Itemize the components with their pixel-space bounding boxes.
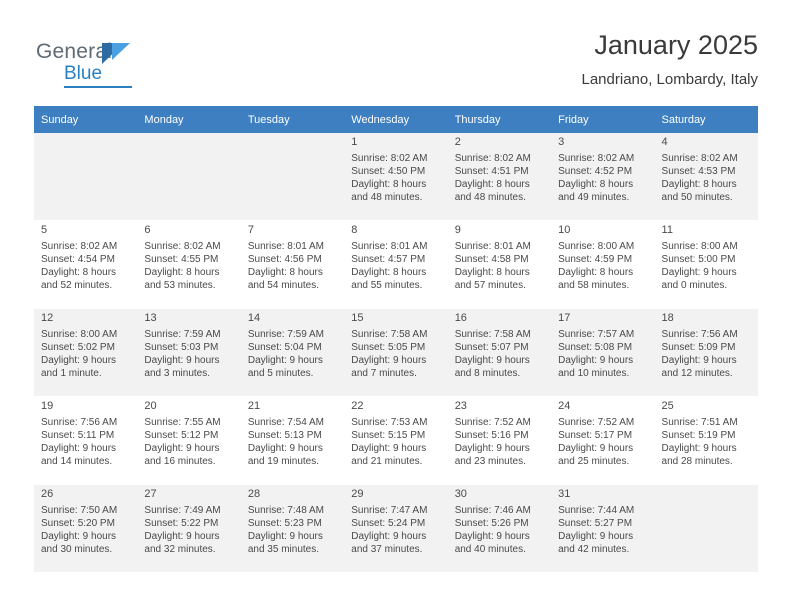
calendar-day-cell[interactable] (448, 309, 551, 397)
sunset-text: Sunset: 5:16 PM (454, 430, 529, 441)
calendar-header-row (34, 106, 758, 133)
daylight-text: Daylight: 9 hours (41, 531, 117, 542)
daylight-text: and 50 minutes. (661, 192, 733, 203)
calendar-body (34, 133, 758, 573)
calendar-day-cell[interactable] (551, 485, 654, 573)
sunset-text: Sunset: 5:12 PM (144, 430, 219, 441)
calendar-day-cell[interactable] (655, 309, 758, 397)
logo-underline (64, 86, 132, 88)
sunrise-text: Sunrise: 7:56 AM (41, 417, 118, 428)
day-number: 8 (351, 224, 358, 236)
calendar-empty-cell (34, 133, 137, 221)
daylight-text: Daylight: 9 hours (247, 443, 323, 454)
sunrise-text: Sunrise: 7:52 AM (454, 417, 531, 428)
sunset-text: Sunset: 5:15 PM (351, 430, 426, 441)
calendar-day-cell[interactable] (137, 485, 240, 573)
daylight-text: Daylight: 9 hours (144, 355, 220, 366)
weekday-header-friday: Friday (551, 106, 654, 133)
weekday-header-tuesday: Tuesday (241, 106, 344, 133)
calendar-day-cell[interactable] (655, 133, 758, 221)
sunset-text: Sunset: 5:08 PM (558, 342, 633, 353)
day-number: 10 (558, 224, 571, 236)
logo-text-general: General (36, 40, 113, 63)
sunset-text: Sunset: 5:17 PM (558, 430, 633, 441)
logo-text-blue: Blue (64, 63, 103, 84)
daylight-text: and 42 minutes. (558, 544, 630, 555)
sunrise-text: Sunrise: 8:01 AM (351, 241, 428, 252)
day-number: 29 (351, 488, 364, 500)
day-number: 26 (41, 488, 54, 500)
sunrise-text: Sunrise: 7:58 AM (454, 329, 531, 340)
daylight-text: Daylight: 9 hours (661, 267, 737, 278)
sunrise-text: Sunrise: 7:57 AM (558, 329, 635, 340)
sunset-text: Sunset: 4:56 PM (247, 254, 322, 265)
sunrise-text: Sunrise: 7:46 AM (454, 505, 531, 516)
daylight-text: and 52 minutes. (41, 280, 113, 291)
daylight-text: Daylight: 8 hours (558, 267, 634, 278)
day-number: 17 (558, 312, 571, 324)
calendar-day-cell[interactable] (241, 221, 344, 309)
daylight-text: and 8 minutes. (454, 368, 521, 379)
daylight-text: Daylight: 9 hours (351, 443, 427, 454)
sunset-text: Sunset: 4:57 PM (351, 254, 426, 265)
sunrise-text: Sunrise: 8:00 AM (558, 241, 635, 252)
daylight-text: Daylight: 8 hours (247, 267, 323, 278)
daylight-text: Daylight: 8 hours (661, 179, 737, 190)
daylight-text: and 54 minutes. (247, 280, 320, 291)
sunrise-text: Sunrise: 7:51 AM (661, 417, 738, 428)
daylight-text: Daylight: 8 hours (351, 179, 427, 190)
daylight-text: Daylight: 9 hours (558, 443, 634, 454)
sunset-text: Sunset: 4:51 PM (454, 166, 529, 177)
sunrise-text: Sunrise: 7:59 AM (247, 329, 324, 340)
sunset-text: Sunset: 5:04 PM (247, 342, 322, 353)
sunrise-text: Sunrise: 7:44 AM (558, 505, 635, 516)
sunset-text: Sunset: 5:05 PM (351, 342, 426, 353)
daylight-text: and 48 minutes. (351, 192, 423, 203)
daylight-text: and 10 minutes. (558, 368, 630, 379)
day-number: 20 (144, 400, 157, 412)
daylight-text: Daylight: 9 hours (41, 443, 117, 454)
day-number: 27 (144, 488, 157, 500)
daylight-text: and 1 minute. (41, 368, 102, 379)
title-block (582, 28, 759, 91)
daylight-text: and 3 minutes. (144, 368, 211, 379)
day-number: 4 (661, 136, 668, 148)
calendar-week-row (34, 397, 758, 485)
calendar-day-cell[interactable] (241, 485, 344, 573)
flag-icon (102, 43, 132, 65)
sunrise-text: Sunrise: 8:01 AM (247, 241, 324, 252)
sunrise-text: Sunrise: 7:54 AM (247, 417, 324, 428)
day-number: 24 (558, 400, 571, 412)
sunset-text: Sunset: 4:52 PM (558, 166, 633, 177)
sunrise-text: Sunrise: 8:02 AM (351, 153, 428, 164)
daylight-text: Daylight: 9 hours (41, 355, 117, 366)
sunset-text: Sunset: 5:20 PM (41, 518, 115, 529)
calendar-empty-cell (241, 133, 344, 221)
sunset-text: Sunset: 5:02 PM (41, 342, 115, 353)
day-number: 2 (454, 136, 461, 148)
sunrise-text: Sunrise: 8:02 AM (41, 241, 118, 252)
day-number: 31 (558, 488, 571, 500)
sunrise-text: Sunrise: 7:47 AM (351, 505, 428, 516)
sunset-text: Sunset: 5:19 PM (661, 430, 736, 441)
daylight-text: Daylight: 9 hours (558, 531, 634, 542)
calendar-day-cell[interactable] (241, 309, 344, 397)
weekday-header-wednesday: Wednesday (344, 106, 447, 133)
calendar-empty-cell (137, 133, 240, 221)
sunrise-text: Sunrise: 7:58 AM (351, 329, 428, 340)
generalblue-logo[interactable] (36, 40, 206, 96)
sunset-text: Sunset: 5:22 PM (144, 518, 219, 529)
daylight-text: Daylight: 9 hours (247, 531, 323, 542)
calendar-day-cell[interactable] (344, 309, 447, 397)
sunrise-text: Sunrise: 7:52 AM (558, 417, 635, 428)
calendar-day-cell[interactable] (551, 397, 654, 485)
calendar-table (34, 106, 758, 573)
page-title: January 2025 (594, 30, 758, 60)
day-number: 1 (351, 136, 358, 148)
calendar-day-cell[interactable] (137, 309, 240, 397)
location-subtitle: Landriano, Lombardy, Italy (581, 71, 758, 88)
calendar-day-cell[interactable] (551, 309, 654, 397)
calendar-week-row (34, 133, 758, 221)
sunrise-text: Sunrise: 7:53 AM (351, 417, 428, 428)
day-number: 21 (247, 400, 261, 412)
day-number: 23 (454, 400, 467, 412)
daylight-text: Daylight: 9 hours (661, 443, 737, 454)
daylight-text: Daylight: 9 hours (144, 443, 220, 454)
daylight-text: and 30 minutes. (41, 544, 113, 555)
calendar-day-cell[interactable] (34, 221, 137, 309)
daylight-text: and 7 minutes. (351, 368, 417, 379)
day-number: 25 (661, 400, 674, 412)
calendar-day-cell[interactable] (448, 485, 551, 573)
daylight-text: Daylight: 8 hours (144, 267, 220, 278)
sunrise-text: Sunrise: 7:59 AM (144, 329, 221, 340)
calendar-day-cell[interactable] (137, 397, 240, 485)
sunrise-text: Sunrise: 8:00 AM (661, 241, 738, 252)
sunset-text: Sunset: 5:03 PM (144, 342, 219, 353)
day-number: 12 (41, 312, 54, 324)
sunset-text: Sunset: 4:55 PM (144, 254, 219, 265)
sunset-text: Sunset: 5:13 PM (247, 430, 322, 441)
sunrise-text: Sunrise: 7:55 AM (144, 417, 221, 428)
daylight-text: and 23 minutes. (454, 456, 526, 467)
day-number: 30 (454, 488, 467, 500)
daylight-text: and 19 minutes. (247, 456, 320, 467)
daylight-text: and 35 minutes. (247, 544, 320, 555)
calendar-empty-cell (655, 485, 758, 573)
daylight-text: and 57 minutes. (454, 280, 526, 291)
sunrise-text: Sunrise: 7:48 AM (247, 505, 324, 516)
daylight-text: and 37 minutes. (351, 544, 423, 555)
day-number: 15 (351, 312, 364, 324)
weekday-header-sunday: Sunday (34, 106, 137, 133)
sunrise-text: Sunrise: 8:02 AM (144, 241, 221, 252)
daylight-text: and 28 minutes. (661, 456, 733, 467)
sunrise-text: Sunrise: 8:02 AM (661, 153, 738, 164)
sunset-text: Sunset: 5:07 PM (454, 342, 529, 353)
day-number: 19 (41, 400, 54, 412)
page-header (34, 28, 758, 100)
sunset-text: Sunset: 4:53 PM (661, 166, 736, 177)
daylight-text: and 14 minutes. (41, 456, 113, 467)
daylight-text: Daylight: 9 hours (454, 531, 530, 542)
daylight-text: Daylight: 8 hours (454, 179, 530, 190)
sunset-text: Sunset: 5:23 PM (247, 518, 322, 529)
sunrise-text: Sunrise: 8:01 AM (454, 241, 531, 252)
daylight-text: and 55 minutes. (351, 280, 423, 291)
calendar-day-cell[interactable] (34, 309, 137, 397)
calendar-day-cell[interactable] (655, 221, 758, 309)
calendar-day-cell[interactable] (551, 133, 654, 221)
day-number: 18 (661, 312, 674, 324)
sunrise-text: Sunrise: 8:00 AM (41, 329, 118, 340)
daylight-text: Daylight: 8 hours (41, 267, 117, 278)
daylight-text: and 12 minutes. (661, 368, 733, 379)
day-number: 28 (247, 488, 261, 500)
calendar-day-cell[interactable] (448, 397, 551, 485)
day-number: 3 (558, 136, 565, 148)
day-number: 9 (454, 224, 461, 236)
daylight-text: Daylight: 9 hours (661, 355, 737, 366)
daylight-text: and 58 minutes. (558, 280, 630, 291)
sunset-text: Sunset: 5:00 PM (661, 254, 736, 265)
daylight-text: Daylight: 9 hours (454, 443, 530, 454)
calendar-day-cell[interactable] (344, 221, 447, 309)
sunset-text: Sunset: 5:24 PM (351, 518, 426, 529)
sunrise-text: Sunrise: 8:02 AM (558, 153, 635, 164)
day-number: 6 (144, 224, 151, 236)
day-number: 16 (454, 312, 467, 324)
daylight-text: and 21 minutes. (351, 456, 423, 467)
sunset-text: Sunset: 5:27 PM (558, 518, 633, 529)
day-number: 13 (144, 312, 157, 324)
sunset-text: Sunset: 4:50 PM (351, 166, 426, 177)
daylight-text: and 53 minutes. (144, 280, 216, 291)
sunset-text: Sunset: 5:11 PM (41, 430, 115, 441)
daylight-text: Daylight: 8 hours (454, 267, 530, 278)
calendar-day-cell[interactable] (655, 397, 758, 485)
daylight-text: and 5 minutes. (247, 368, 314, 379)
day-number: 22 (351, 400, 364, 412)
weekday-header-monday: Monday (137, 106, 240, 133)
day-number: 5 (41, 224, 48, 236)
day-number: 7 (247, 224, 254, 236)
calendar-day-cell[interactable] (344, 133, 447, 221)
sunset-text: Sunset: 5:26 PM (454, 518, 529, 529)
sunrise-text: Sunrise: 7:56 AM (661, 329, 738, 340)
daylight-text: and 32 minutes. (144, 544, 216, 555)
calendar-day-cell[interactable] (137, 221, 240, 309)
calendar-day-cell[interactable] (344, 485, 447, 573)
daylight-text: and 16 minutes. (144, 456, 216, 467)
calendar-week-row (34, 485, 758, 573)
calendar-day-cell[interactable] (448, 221, 551, 309)
daylight-text: Daylight: 9 hours (247, 355, 323, 366)
weekday-header-thursday: Thursday (448, 106, 551, 133)
sunrise-text: Sunrise: 7:50 AM (41, 505, 118, 516)
daylight-text: Daylight: 9 hours (351, 531, 427, 542)
sunset-text: Sunset: 4:59 PM (558, 254, 633, 265)
sunset-text: Sunset: 5:09 PM (661, 342, 736, 353)
daylight-text: Daylight: 9 hours (144, 531, 220, 542)
calendar-day-cell[interactable] (448, 133, 551, 221)
calendar-day-cell[interactable] (34, 485, 137, 573)
sunrise-text: Sunrise: 7:49 AM (144, 505, 221, 516)
daylight-text: and 49 minutes. (558, 192, 630, 203)
sunset-text: Sunset: 4:54 PM (41, 254, 115, 265)
sunset-text: Sunset: 4:58 PM (454, 254, 529, 265)
daylight-text: Daylight: 8 hours (558, 179, 634, 190)
calendar-week-row (34, 309, 758, 397)
calendar-week-row (34, 221, 758, 309)
day-number: 14 (247, 312, 261, 324)
calendar-day-cell[interactable] (344, 397, 447, 485)
daylight-text: Daylight: 8 hours (351, 267, 427, 278)
sunrise-text: Sunrise: 8:02 AM (454, 153, 531, 164)
day-number: 11 (661, 224, 673, 236)
daylight-text: and 25 minutes. (558, 456, 630, 467)
daylight-text: and 0 minutes. (661, 280, 728, 291)
daylight-text: and 40 minutes. (454, 544, 526, 555)
daylight-text: Daylight: 9 hours (454, 355, 530, 366)
daylight-text: Daylight: 9 hours (351, 355, 427, 366)
weekday-header-saturday: Saturday (655, 106, 758, 133)
calendar-day-cell[interactable] (551, 221, 654, 309)
daylight-text: and 48 minutes. (454, 192, 526, 203)
calendar-day-cell[interactable] (241, 397, 344, 485)
daylight-text: Daylight: 9 hours (558, 355, 634, 366)
calendar-day-cell[interactable] (34, 397, 137, 485)
